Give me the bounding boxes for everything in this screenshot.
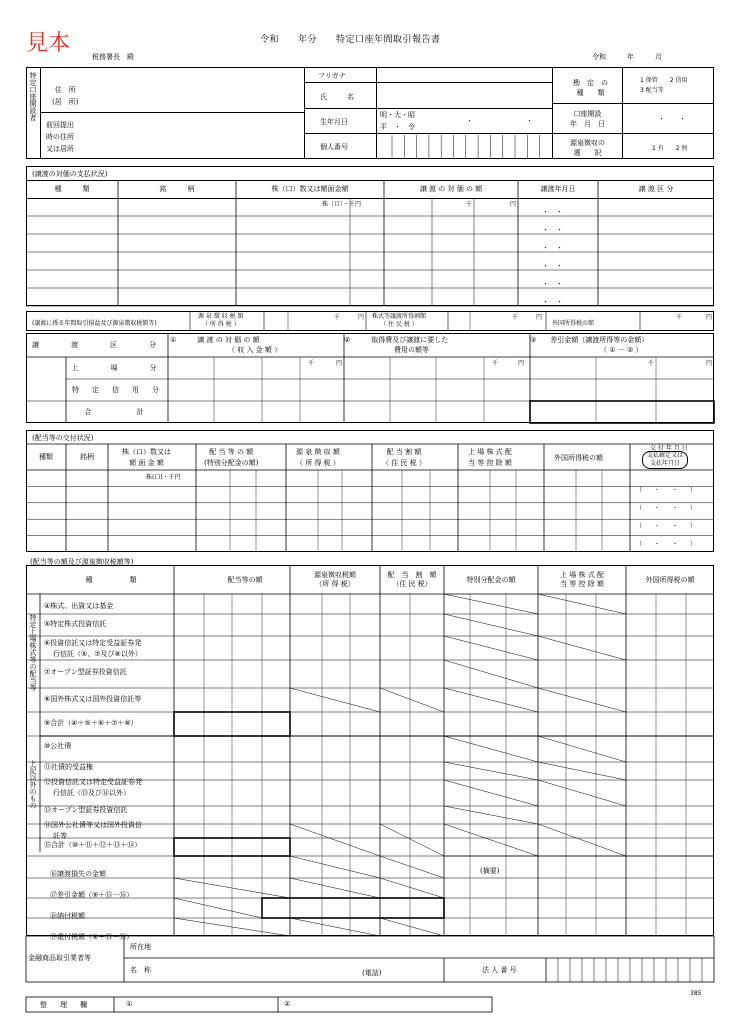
s3-col-dividend: 配 当 等 の 額 xyxy=(209,448,254,456)
s3-col-kofu-2: 支払確定又は xyxy=(647,452,684,459)
unit-yen: 円 xyxy=(510,201,517,208)
row-total: 合 計 xyxy=(84,408,150,416)
prev-address-label-2: 時の住所 xyxy=(46,133,74,141)
dividend-summary-title: (配当等の額及び源泉徴収税額等) xyxy=(30,558,134,566)
row-credit: 特 定 信 用 分 xyxy=(72,386,162,394)
tax-withheld-2: （ 所 得 税 ） xyxy=(201,321,240,328)
s3-unit: 株(口)・千円 xyxy=(146,474,181,481)
withholding-options: 1 有 2 無 xyxy=(652,145,688,152)
s3-col-kofu: 交 付 年 月 日 xyxy=(650,445,688,452)
gain-col-2b: 費用の額等 xyxy=(394,346,429,354)
s3-col-withheld: 源 泉 徴 収 額 xyxy=(296,448,340,456)
seiri-2: ② xyxy=(284,1000,291,1008)
s3-col-brand: 銘柄 xyxy=(80,453,94,461)
s3-col-withheld-2: （ 所 得 税 ） xyxy=(296,459,340,467)
s3-date-parens: （ ・ ・ ） （ ・ ・ ） （ ・ ・ ） （ ・ ・ ） xyxy=(636,487,697,548)
s3-col-deduct-2: 当 等 控 除 額 xyxy=(468,459,512,467)
s3-col-local: 配 当 割 額 xyxy=(386,448,422,456)
era-options: 明・大・昭 xyxy=(380,111,415,119)
s4-col-local: 配 当 割 額 xyxy=(387,571,437,579)
unit-thousand-b: 千 xyxy=(512,314,519,321)
furigana-label: フリガナ xyxy=(318,72,346,80)
unit-thousand-c: 千 xyxy=(676,314,683,321)
s4-col-withheld: 源泉徴収税額 xyxy=(314,571,356,579)
prev-address-label-3: 又は居所 xyxy=(46,145,74,153)
s3-col-dividend-2: (特別分配金の額) xyxy=(204,459,259,467)
s4-side-1: 特定上場株式等の配当等 xyxy=(29,614,37,691)
seiri-1: ① xyxy=(126,1000,133,1008)
tax-withheld: 源 泉 徴 収 税 額 xyxy=(198,313,244,320)
s3-col-type: 種類 xyxy=(39,453,53,461)
mynumber-label: 個人番号 xyxy=(320,143,348,151)
s3-col-local-2: （ 住 民 税 ） xyxy=(382,459,426,467)
foreign-tax: 外国所得税の額 xyxy=(552,320,595,327)
gain-col-3: ③ 差引金額（譲渡所得等の金額） xyxy=(530,336,649,344)
s4-col-dividend: 配当等の額 xyxy=(227,576,263,584)
gain-col-2: ② 取得費及び譲渡に要した xyxy=(344,336,449,344)
s4-col-local-2: （住 民 税） xyxy=(392,580,432,588)
prev-address-label-1: 前回提出 xyxy=(46,121,74,129)
opening-date-label-2: 年 月 日 xyxy=(570,120,605,128)
broker-label: 金融商品取引業者等 xyxy=(28,954,91,962)
residence-label: (居 所) xyxy=(52,98,79,106)
recipient: 税務署長 殿 xyxy=(92,53,134,61)
unit-shares: 株（口）・千円 xyxy=(322,201,362,208)
transfer-section-title: (譲渡の対価の支払状況) xyxy=(32,170,108,178)
local-tax: 株式等譲渡所得割額 xyxy=(372,313,427,320)
remarks-label: (摘要) xyxy=(480,867,500,875)
u2b: 円 xyxy=(336,360,343,367)
s3-col-shares-2: 額 面 金 額 xyxy=(129,459,164,467)
broker-name-label: 名 称 xyxy=(130,966,151,974)
s4-col-withheld-2: （所 得 税） xyxy=(315,580,355,588)
u2e: 千 xyxy=(648,360,655,367)
gain-category-header: 譲 渡 区 分 xyxy=(32,341,162,349)
holder-block xyxy=(26,67,714,159)
col-shares: 株（口）数又は額面金額 xyxy=(271,185,349,193)
s4-col-special: 特別分配金の額 xyxy=(466,576,516,584)
broker-tel-label: (電話) xyxy=(362,969,382,977)
s4-side-2: 上記以外のもの xyxy=(29,760,37,809)
col-type: 種 類 xyxy=(54,185,90,193)
account-type-options-2: 3 配当等 xyxy=(640,87,664,94)
s4-col-deduct: 上 場 株 式 配 xyxy=(560,571,604,579)
corp-number-label: 法 人 番 号 xyxy=(482,966,517,974)
s4-rows-group1: ④株式、出資又は基金 ⑤特定株式投資信託 ⑥投資信託又は特定受益証券発 行信託（⑤、⑦及び⑧以外） ⑦オープン型証券投資信託 ⑧国外株式又は国外投資信託等 ⑨合計（④＋⑤＋⑥＋⑦＋⑧） xyxy=(44,602,142,727)
seiri-label: 整 理 欄 xyxy=(40,1001,90,1009)
opening-date-label: 口座開設 xyxy=(573,110,602,118)
account-type-label: 勘 定 の xyxy=(573,79,608,87)
account-type-options: 1 保管 2 信用 xyxy=(640,77,688,84)
withholding-label-2: 選 択 xyxy=(573,149,602,157)
address-label: 住 所 xyxy=(54,86,76,94)
account-type-label-2: 種 類 xyxy=(576,89,605,97)
birth-dots: ・ ・ xyxy=(466,117,541,125)
s4-rows-group2: ⑩公社債 ⑪社債的受益権 ⑫投資信託又は特定受益証券発 行信託（⑬及び⑭以外） ⑬オープン型証券投資信託 ⑭国外公社債等又は国外投資信 託等 ⑮合計（⑩＋⑪＋⑫＋⑬＋⑭） xyxy=(44,742,142,849)
local-tax-2: （ 住 民 税 ） xyxy=(380,321,418,328)
withholding-label: 源泉徴収の xyxy=(570,139,605,147)
broker-address-label: 所在地 xyxy=(130,943,151,951)
era-options-2: 平 ・ 令 xyxy=(380,123,415,131)
col-proceeds: 譲 渡 の 対 価 の 額 xyxy=(419,185,483,193)
s4-col-deduct-2: 当 等 控 除 額 xyxy=(560,580,604,588)
mynumber-boxes[interactable] xyxy=(392,135,552,159)
sample-stamp: 見本 xyxy=(26,31,71,56)
holder-side-label: 特定口座開設者 xyxy=(29,72,37,121)
unit-yen-a: 円 xyxy=(358,314,365,321)
gain-col-1: ① 譲 渡 の 対 価 の 額 xyxy=(170,336,260,344)
s3-col-foreign: 外国所得税の額 xyxy=(554,454,603,462)
s3-col-shares: 株（口）数又は xyxy=(122,448,171,456)
s3-col-kofu-3: 支払年月日 xyxy=(650,460,681,467)
unit-thousand: 千 xyxy=(466,201,473,208)
name-label: 氏 名 xyxy=(320,93,356,101)
s4-col-foreign: 外国所得税の額 xyxy=(645,576,695,584)
unit-thousand-a: 千 xyxy=(334,314,341,321)
transfer-date-dots: ・ ・ ・ ・ ・ ・ ・ ・ ・ ・ ・ ・ xyxy=(542,208,563,306)
s4-rows-group3: ⑯譲渡損失の金額 ⑰差引金額（⑨＋⑮－⑯） ⑱納付税額 ⑲還付税額（⑨＋⑮－⑱） xyxy=(50,870,134,941)
dividend-delivery-title: (配当等の交付状況) xyxy=(32,434,94,442)
s4-col-type: 種 類 xyxy=(85,576,141,584)
gain-col-3b: （ ① － ② ） xyxy=(600,346,643,354)
gain-col-1b: （ 収 入 金 額 ） xyxy=(228,346,282,354)
row-listed: 上 場 分 xyxy=(71,364,163,372)
report-date: 令和 年 月 xyxy=(592,53,662,61)
form-code: 385 xyxy=(690,990,702,997)
opening-date-dots: ・ ・ xyxy=(658,115,686,123)
unit-yen-c: 円 xyxy=(706,314,713,321)
s3-col-deduct: 上 場 株 式 配 xyxy=(468,448,512,456)
u2c: 千 xyxy=(492,360,499,367)
tax-note: (譲渡に係る年間取引損益及び源泉徴収税額等) xyxy=(32,320,157,327)
unit-yen-b: 円 xyxy=(536,314,543,321)
u2d: 円 xyxy=(518,360,525,367)
col-category: 譲 渡 区 分 xyxy=(638,185,674,193)
u2a: 千 xyxy=(308,360,315,367)
birth-label: 生年月日 xyxy=(320,118,348,126)
u2f: 円 xyxy=(706,360,713,367)
col-date: 譲渡年月日 xyxy=(540,185,576,193)
form-title: 令和 年分 特定口座年間取引報告書 xyxy=(260,35,441,45)
col-brand: 銘 柄 xyxy=(159,185,195,193)
